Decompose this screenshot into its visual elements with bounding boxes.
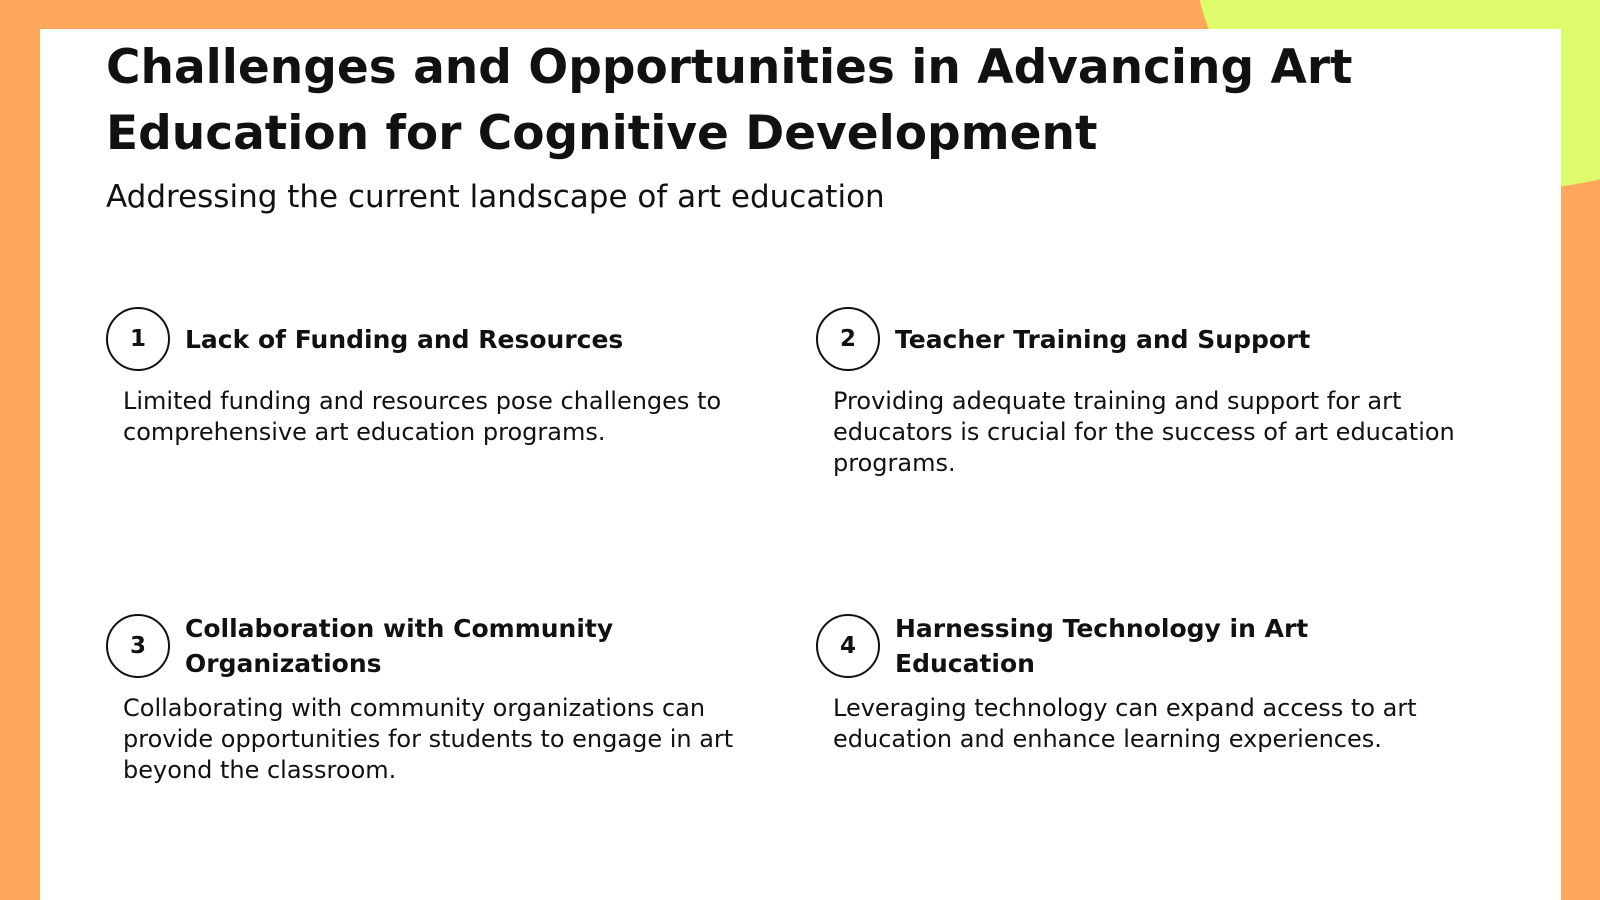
item-description: Collaborating with community organizations can provide opportunities for students to engage in art beyond the classroom. bbox=[123, 694, 734, 784]
slide-card bbox=[40, 29, 1561, 900]
number-badge: 2 bbox=[816, 307, 880, 371]
number-badge: 4 bbox=[816, 614, 880, 678]
item-description: Providing adequate training and support for art educators is crucial for the success of art education programs. bbox=[833, 387, 1455, 477]
item-title: Lack of Funding and Resources bbox=[185, 325, 624, 354]
slide-title: Challenges and Opportunities in Advancing Art Education for Cognitive Development bbox=[106, 40, 1353, 161]
item-title: Teacher Training and Support bbox=[895, 325, 1311, 354]
item-title: Collaboration with Community Organizations bbox=[185, 614, 614, 678]
number-badge: 1 bbox=[106, 307, 170, 371]
item-description: Limited funding and resources pose challenges to comprehensive art education programs. bbox=[123, 387, 722, 446]
item-title: Harnessing Technology in Art Education bbox=[895, 614, 1309, 678]
number-badge: 3 bbox=[106, 614, 170, 678]
slide-subtitle: Addressing the current landscape of art education bbox=[106, 179, 885, 215]
item-description: Leveraging technology can expand access to art education and enhance learning experiences. bbox=[833, 694, 1417, 753]
